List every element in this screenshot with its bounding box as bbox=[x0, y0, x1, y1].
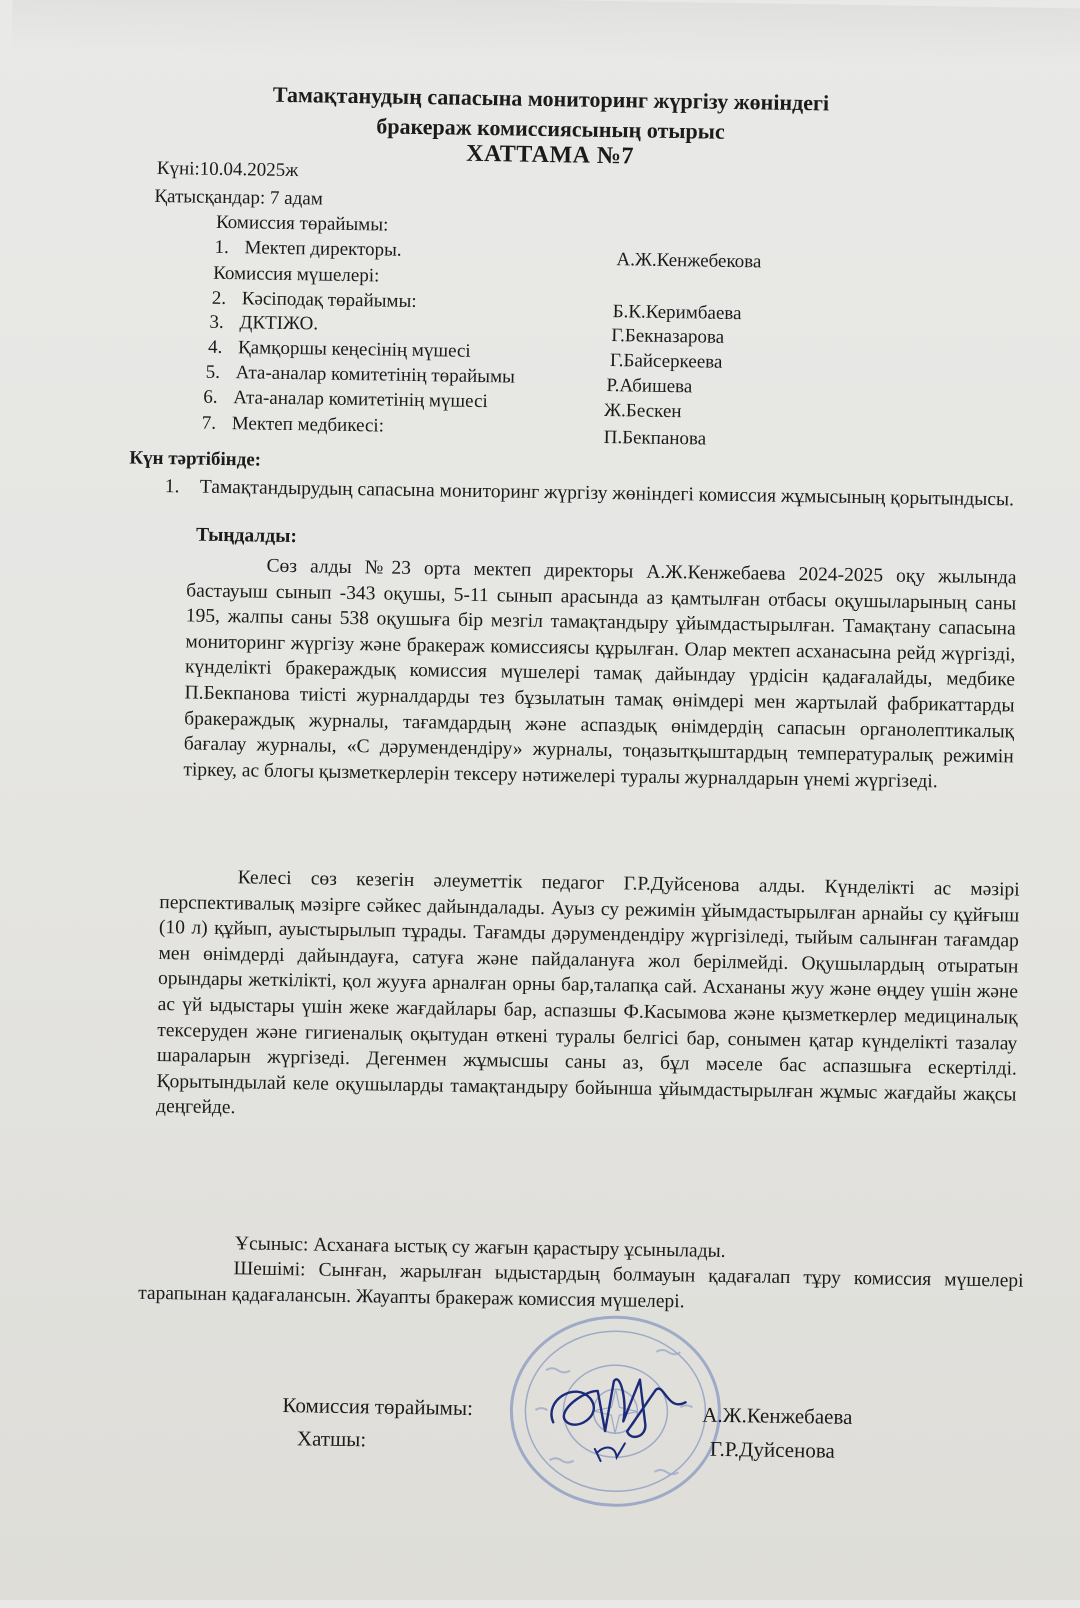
members-heading: Комиссия мүшелері: bbox=[213, 262, 380, 287]
title-line-1: Тамақтанудың сапасына мониторинг жүргізу жөніндегі bbox=[272, 81, 830, 116]
member-number: 5. bbox=[205, 361, 221, 383]
signature-mark bbox=[534, 1360, 716, 1473]
member-number: 3. bbox=[209, 311, 224, 333]
agenda-item-1 bbox=[165, 474, 1025, 513]
secretary-label: Хатшы: bbox=[296, 1426, 367, 1452]
secretary-name: Г.Р.Дуйсенова bbox=[709, 1436, 836, 1463]
member-role: Ата-аналар комитетінің мүшесі bbox=[233, 387, 488, 413]
proposal-text: Ұсыныс: Асханаға ыстық су жағын қарастыру ұсынылады. bbox=[234, 1233, 726, 1262]
member-name-7: П.Бекпанова bbox=[603, 426, 707, 450]
member-name-4: Г.Байсеркеева bbox=[609, 350, 723, 373]
member-number: 1. bbox=[214, 236, 230, 259]
paragraph-social-pedagogue-report: Келесі сөз кезегін әлеуметтік педагог Г.Р.Дуйсенова алды. Күнделікті ас мәзірі перспективалық мәзірге сәйкес дайындалады. Ауыз су режимін ұйымдастырылған арнайы су құйғыш (10 л) құйып, ауыстырылып тұрады. Тағамды дәрумендендіру жүргізіледі, тыйым салынған тағамдар мен өнімдерді дайындауға, сатуға және пайдалануға жол берілмейді. Оқушылардың отыратын орындары жеткілікті, қол жууға арналған орны бар,талапқа сай. Асхананы жуу және өңдеу үшін және ас үй ыдыстары үшін жеке жағдайлары бар, аспазшы Ф.Касымова және қызметкерлер медициналық тексеруден және гигиеналық оқытудан өткені туралы белгісі бар, сонымен қатар күнделікті тазалау шараларын жүргізеді. Дегенмен жұмысшы саны аз, бұл мәселе бас аспазшыға ескертілді. Қорытындылай келе оқушыларды тамақтандыру бойынша ұйымдастырылған жұмыс жағдайы жақсы деңгейде. bbox=[155, 867, 1020, 1119]
meeting-date: Күні:10.04.2025ж bbox=[156, 157, 299, 182]
heard-heading: Тыңдалды: bbox=[195, 524, 298, 548]
agenda-item-number: 1. bbox=[164, 476, 180, 498]
member-name-3: Г.Бекназарова bbox=[611, 325, 725, 348]
member-row-6 bbox=[203, 387, 488, 413]
protocol-number: ХАТТАМА №7 bbox=[466, 140, 635, 170]
member-row-3 bbox=[209, 312, 318, 336]
chair-heading: Комиссия төрайымы: bbox=[215, 211, 389, 236]
member-row-7 bbox=[202, 413, 384, 438]
participants-count: Қатысқандар: 7 адам bbox=[154, 185, 323, 210]
member-row-4 bbox=[208, 337, 471, 363]
agenda-item-text: Тамақтандырудың сапасына мониторинг жүргізу жөніндегі комиссия жұмысының қорытындысы. bbox=[199, 476, 1015, 511]
member-role: Мектеп медбикесі: bbox=[231, 413, 385, 437]
page-shadow bbox=[12, 0, 1080, 69]
paragraph-director-report: Сөз алды №23 орта мектеп директоры А.Ж.Кенжебаева 2024-2025 оқу жылында бастауыш сынып -343 оқушы, 5-11 сынып арасында аз қамтылған отбасы оқушыларының саны 195, жалпы саны 538 оқушыға бір мезгіл тамақтандыру ұйымдастырылған. Тамақтану сапасына мониторинг жүргізу және бракераж комиссиясы құрылған. Олар мектеп асханасына рейд жүргізді, күнделікті бракераждық комиссия мүшелері тамақ дайындау үрдісін қадағалайды, медбике П.Бекпанова тиісті журналдарды тез бұзылатын тамақ өнімдері мен жартылай фабрикаттарды бракераждық журналы, тағамдардың және аспаздық өнімдердің сапасын органолептикалық бағалау журналы, «С дәрумендендіру» журналы, тоңазытқыштардың температуралық режимін тіркеу, ас блогы қызметкерлерін тексеру нәтижелері туралы журналдарын үнемі жүргізеді. bbox=[183, 555, 1017, 792]
chair-signature-label: Комиссия төрайымы: bbox=[282, 1393, 474, 1421]
member-row-2 bbox=[212, 288, 417, 313]
member-role: ДКТІЖО. bbox=[239, 312, 319, 335]
decision-text: Шешімі: Сынған, жарылған ыдыстардың болмауын қадағалап тұру комиссия мүшелері тарапынан қадағалансын. Жауапты бракераж комиссия мүшелері. bbox=[138, 1258, 1024, 1313]
member-name-5: Р.Абишева bbox=[606, 374, 693, 398]
member-number: 7. bbox=[201, 412, 217, 434]
member-number: 2. bbox=[211, 287, 227, 310]
member-row-1 bbox=[214, 237, 401, 262]
member-number: 4. bbox=[207, 336, 223, 358]
chair-signature-name: А.Ж.Кенжебаева bbox=[702, 1402, 853, 1429]
member-name-6: Ж.Бескен bbox=[603, 399, 682, 423]
member-number: 6. bbox=[203, 386, 218, 408]
member-row-5 bbox=[205, 362, 514, 389]
member-role: Қамқоршы кеңесінің мүшесі bbox=[237, 337, 471, 362]
member-role: Ата-аналар комитетінің төрайымы bbox=[235, 362, 515, 388]
title-line-2: бракераж комиссиясының отырыс bbox=[376, 113, 725, 144]
agenda-heading: Күн тәртібінде: bbox=[129, 447, 262, 471]
member-name-2: Б.К.Керимбаева bbox=[612, 301, 742, 325]
member-role: Кәсіподақ төрайымы: bbox=[241, 288, 417, 312]
member-role: Мектеп директоры. bbox=[244, 237, 402, 261]
member-name-1: А.Ж.Кенжебекова bbox=[616, 249, 762, 273]
